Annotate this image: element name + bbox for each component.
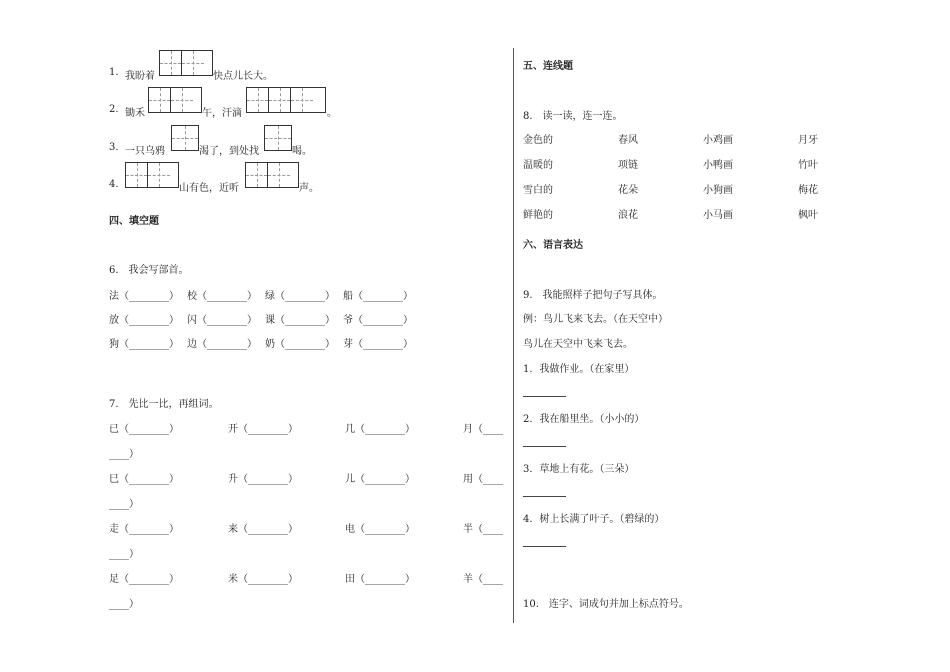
blank-item[interactable]: 巳（________） — [109, 474, 179, 485]
answer-line[interactable] — [523, 396, 566, 397]
writing-grid[interactable] — [245, 162, 299, 188]
blank-item[interactable]: 半（____ — [463, 524, 503, 535]
match-word[interactable]: 项链 — [618, 160, 638, 171]
blank-item[interactable]: 闪（________） — [187, 315, 257, 326]
writing-grid[interactable] — [264, 125, 292, 151]
match-word[interactable]: 小狗画 — [703, 185, 733, 196]
match-word[interactable]: 雪白的 — [523, 185, 553, 196]
match-word[interactable]: 花朵 — [618, 185, 638, 196]
blank-item[interactable]: 船（________） — [343, 291, 413, 302]
item-number: 4. — [109, 179, 119, 190]
item-text: 一只乌鸦 — [125, 146, 165, 157]
match-word[interactable]: 梅花 — [798, 185, 818, 196]
question-prompt: 10. 连字、词成句并加上标点符号。 — [523, 599, 689, 610]
item-text: 山有色，近听 — [179, 183, 239, 194]
match-word[interactable]: 浪花 — [618, 210, 638, 221]
writing-grid[interactable] — [246, 87, 326, 113]
column-divider — [513, 48, 514, 623]
writing-grid[interactable] — [171, 125, 199, 151]
item-number: 1. — [109, 67, 119, 78]
blank-item[interactable]: 来（________） — [228, 524, 298, 535]
item-text: 我盼着 — [125, 71, 155, 82]
match-word[interactable]: 鲜艳的 — [523, 210, 553, 221]
blank-item[interactable]: 用（____ — [463, 474, 503, 485]
blank-item[interactable]: 狗（________） — [109, 339, 179, 350]
match-word[interactable]: 温暖的 — [523, 160, 553, 171]
question-prompt: 9. 我能照样子把句子写具体。 — [523, 290, 663, 301]
match-word[interactable]: 春风 — [618, 135, 638, 146]
sentence-item: 1．我做作业。（在家里） — [523, 364, 635, 375]
blank-item[interactable]: 课（________） — [265, 315, 335, 326]
question-prompt: 6. 我会写部首。 — [109, 265, 189, 276]
writing-grid[interactable] — [148, 87, 202, 113]
blank-item[interactable]: 法（________） — [109, 291, 179, 302]
blank-item-wrap[interactable]: ____） — [109, 599, 139, 610]
item-text: 快点儿长大。 — [213, 71, 273, 82]
match-word[interactable]: 月牙 — [798, 135, 818, 146]
item-text: 喝。 — [292, 146, 312, 157]
blank-item[interactable]: 田（________） — [345, 574, 415, 585]
blank-item[interactable]: 开（________） — [228, 424, 298, 435]
answer-line[interactable] — [523, 446, 566, 447]
sentence-item: 2．我在船里坐。（小小的） — [523, 414, 645, 425]
blank-item[interactable]: 米（________） — [228, 574, 298, 585]
blank-item[interactable]: 奶（________） — [265, 339, 335, 350]
blank-item[interactable]: 足（________） — [109, 574, 179, 585]
blank-item-wrap[interactable]: ____） — [109, 549, 139, 560]
writing-grid[interactable] — [159, 50, 213, 76]
match-word[interactable]: 枫叶 — [798, 210, 818, 221]
section-title: 五、连线题 — [523, 61, 573, 72]
blank-item[interactable]: 月（____ — [463, 424, 503, 435]
match-word[interactable]: 小鸭画 — [703, 160, 733, 171]
example-text: 鸟儿在天空中飞来飞去。 — [523, 339, 633, 350]
match-word[interactable]: 小马画 — [703, 210, 733, 221]
item-text: 。 — [327, 108, 337, 119]
item-number: 3. — [109, 142, 119, 153]
example-text: 例：鸟儿飞来飞去。（在天空中） — [523, 314, 668, 325]
blank-item[interactable]: 芽（________） — [343, 339, 413, 350]
blank-item[interactable]: 走（________） — [109, 524, 179, 535]
match-word[interactable]: 小鸡画 — [703, 135, 733, 146]
blank-item[interactable]: 几（________） — [345, 424, 415, 435]
question-prompt: 7. 先比一比，再组词。 — [109, 399, 219, 410]
sentence-item: 4．树上长满了叶子。（碧绿的） — [523, 514, 665, 525]
blank-item[interactable]: 羊（____ — [463, 574, 503, 585]
blank-item[interactable]: 儿（________） — [345, 474, 415, 485]
blank-item[interactable]: 升（________） — [228, 474, 298, 485]
blank-item[interactable]: 边（________） — [187, 339, 257, 350]
item-number: 2. — [109, 104, 119, 115]
section-title: 六、语言表达 — [523, 240, 583, 251]
writing-grid[interactable] — [125, 162, 179, 188]
item-text: 锄禾 — [125, 108, 145, 119]
item-text: 渴了，到处找 — [199, 146, 259, 157]
section-title: 四、填空题 — [109, 216, 159, 227]
blank-item[interactable]: 绿（________） — [265, 291, 335, 302]
blank-item[interactable]: 电（________） — [345, 524, 415, 535]
item-text: 午，汗滴 — [202, 108, 242, 119]
blank-item[interactable]: 已（________） — [109, 424, 179, 435]
answer-line[interactable] — [523, 496, 566, 497]
blank-item-wrap[interactable]: ____） — [109, 449, 139, 460]
sentence-item: 3．草地上有花。（三朵） — [523, 464, 635, 475]
item-text: 声。 — [299, 183, 319, 194]
match-word[interactable]: 金色的 — [523, 135, 553, 146]
question-prompt: 8. 读一读，连一连。 — [523, 111, 623, 122]
blank-item[interactable]: 校（________） — [187, 291, 257, 302]
answer-line[interactable] — [523, 546, 566, 547]
blank-item[interactable]: 放（________） — [109, 315, 179, 326]
blank-item[interactable]: 爷（________） — [343, 315, 413, 326]
blank-item-wrap[interactable]: ____） — [109, 499, 139, 510]
match-word[interactable]: 竹叶 — [798, 160, 818, 171]
